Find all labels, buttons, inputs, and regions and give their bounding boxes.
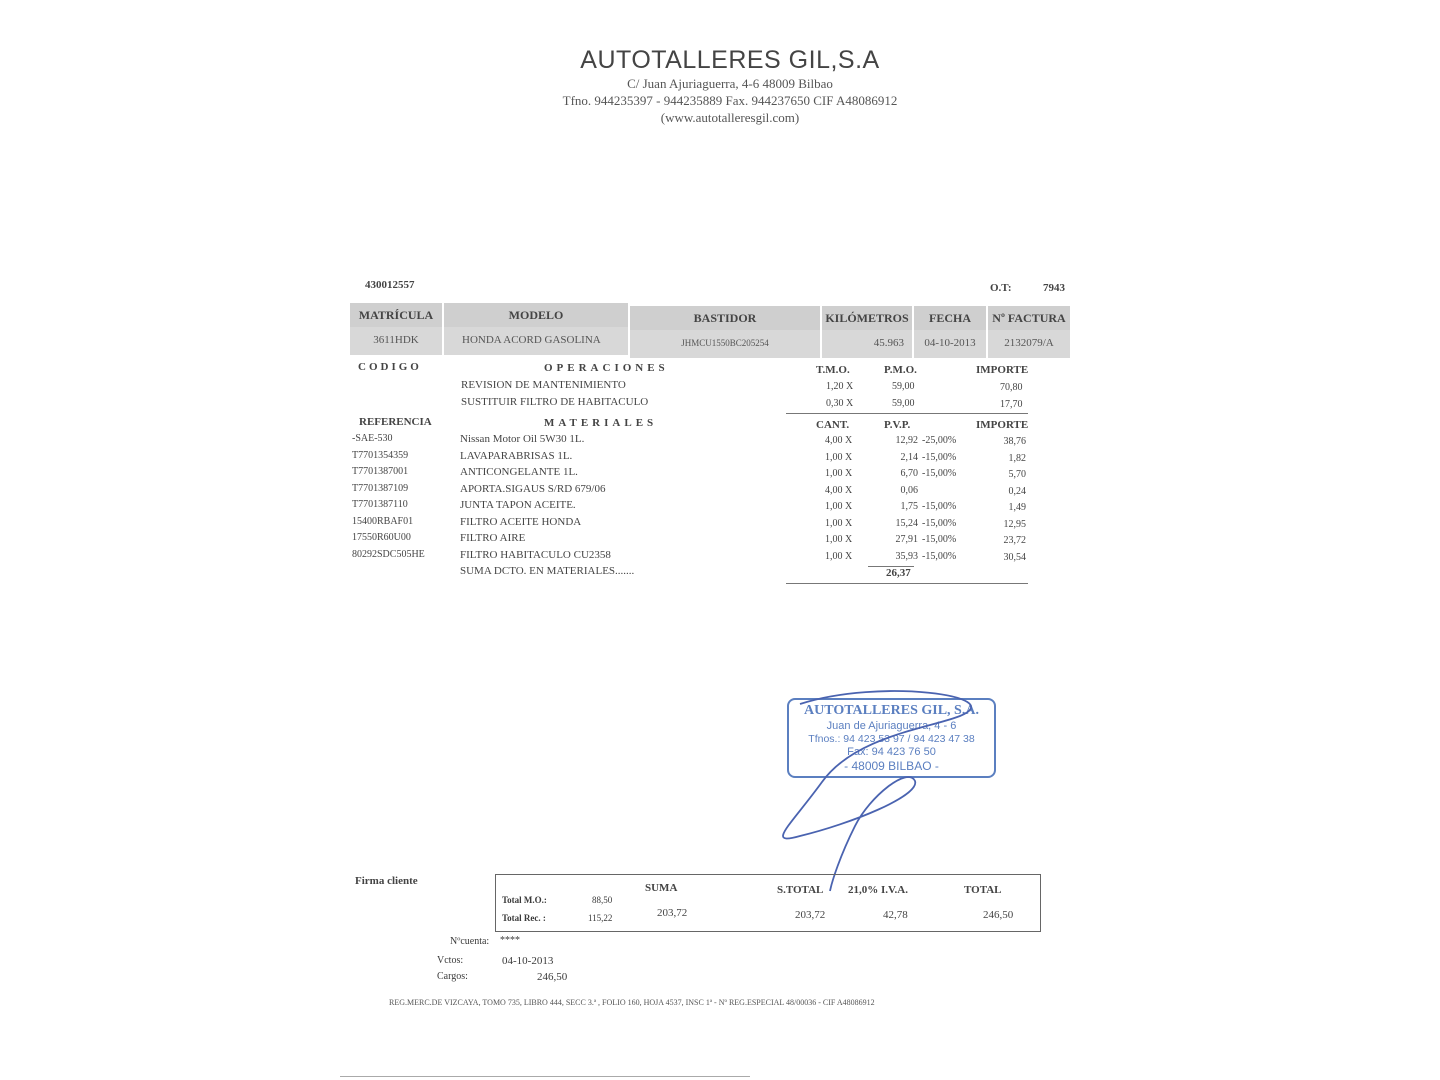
material-reference: T7701387110 (352, 499, 408, 510)
material-importe: 12,95 (1003, 518, 1026, 530)
material-description: ANTICONGELANTE 1L. (460, 466, 578, 478)
material-cant: 4,00 X (825, 484, 853, 496)
bottom-edge-line (340, 1076, 750, 1077)
cuenta-value: **** (500, 935, 520, 946)
pmo-label: P.M.O. (884, 364, 917, 376)
material-reference: 17550R60U00 (352, 532, 411, 543)
operation-tmo: 0,30 X (826, 398, 854, 409)
vctos-label: Vctos: (437, 955, 464, 966)
operation-tmo: 1,20 X (826, 381, 854, 392)
materials-rule (786, 583, 1028, 584)
header-matricula: MATRÍCULA (350, 303, 442, 327)
cuenta-label: Nºcuenta: (450, 936, 490, 947)
rec-value: 115,22 (588, 913, 613, 923)
material-pvp: 0,06 (900, 484, 918, 496)
material-pvp: 6,70 (900, 468, 918, 479)
header-factura: Nº FACTURA (988, 306, 1070, 330)
header-bastidor: BASTIDOR (630, 306, 820, 330)
material-pvp: 1,75 (900, 501, 918, 512)
material-reference: -SAE-530 (352, 433, 393, 444)
materiales-title: MATERIALES (544, 417, 658, 429)
header-fecha: FECHA (914, 306, 986, 330)
op-importe-label: IMPORTE (976, 364, 1029, 376)
operation-pmo: 59,00 (892, 398, 915, 409)
operaciones-title: OPERACIONES (544, 362, 669, 374)
stamp-line-2: Juan de Ajuriaguerra, 4 - 6 (826, 720, 957, 732)
material-description: FILTRO ACEITE HONDA (460, 515, 582, 528)
material-description: JUNTA TAPON ACEITE. (460, 499, 576, 511)
suma-value: 203,72 (657, 907, 688, 919)
material-description: Nissan Motor Oil 5W30 1L. (460, 433, 585, 445)
firma-cliente-label: Firma cliente (355, 875, 418, 887)
material-reference: T7701387001 (352, 466, 409, 477)
suma-label: SUMA (645, 882, 678, 894)
material-cant: 1,00 X (825, 451, 853, 463)
total-value: 246,50 (983, 909, 1014, 921)
company-address: C/ Juan Ajuriaguerra, 4-6 48009 Bilbao (627, 76, 833, 91)
operation-importe: 70,80 (1000, 382, 1023, 393)
discount-underline (868, 566, 914, 567)
stamp-line-4: Fax: 94 423 76 50 (847, 746, 936, 758)
material-description: FILTRO AIRE (460, 532, 526, 544)
value-fecha: 04-10-2013 (914, 330, 986, 358)
material-discount: -15,00% (922, 517, 957, 529)
material-discount: -25,00% (922, 435, 957, 446)
material-importe: 38,76 (1003, 436, 1026, 447)
material-cant: 4,00 X (825, 435, 853, 446)
value-modelo: HONDA ACORD GASOLINA (444, 327, 628, 355)
material-importe: 1,49 (1008, 502, 1026, 513)
operation-description: SUSTITUIR FILTRO DE HABITACULO (461, 396, 649, 408)
material-reference: 15400RBAF01 (352, 515, 414, 527)
mo-label: Total M.O.: (502, 895, 547, 905)
material-importe: 1,82 (1008, 452, 1026, 464)
registry-footer: REG.MERC.DE VIZCAYA, TOMO 735, LIBRO 444, SECC 3.ª , FOLIO 160, HOJA 4537, INSC 1ª - Nº REG.ESPECIAL 48/00036 - CIF A48086912 (389, 998, 875, 1007)
material-cant: 1,00 X (825, 517, 853, 529)
material-pvp: 15,24 (895, 517, 918, 529)
company-web: (www.autotalleresgil.com) (660, 110, 800, 125)
ot-value: 7943 (1043, 282, 1065, 294)
operation-pmo: 59,00 (892, 381, 915, 392)
material-importe: 30,54 (1003, 551, 1026, 563)
material-discount: -15,00% (922, 468, 957, 479)
material-pvp: 27,91 (895, 534, 918, 545)
signature-scribble (760, 686, 1010, 896)
ot-label: O.T: (990, 282, 1012, 294)
material-description: FILTRO HABITACULO CU2358 (460, 548, 611, 561)
material-discount: -15,00% (922, 501, 957, 512)
material-cant: 1,00 X (825, 550, 853, 562)
material-importe: 0,24 (1008, 485, 1026, 497)
material-reference: 80292SDC505HE (352, 548, 425, 560)
material-description: LAVAPARABRISAS 1L. (460, 449, 573, 462)
iva-value: 42,78 (883, 909, 908, 921)
material-discount: -15,00% (922, 451, 957, 463)
vctos-value: 04-10-2013 (502, 955, 554, 967)
pvp-label: P.V.P. (884, 419, 911, 431)
value-factura: 2132079/A (988, 330, 1070, 358)
totals-box (495, 874, 1041, 932)
operation-description: REVISION DE MANTENIMIENTO (461, 379, 626, 391)
material-pvp: 2,14 (900, 451, 918, 463)
operation-importe: 17,70 (1000, 399, 1023, 410)
material-discount: -15,00% (922, 550, 957, 562)
material-pvp: 35,93 (895, 550, 918, 562)
material-importe: 23,72 (1003, 535, 1026, 546)
header-modelo: MODELO (444, 303, 628, 327)
value-matricula: 3611HDK (350, 327, 442, 355)
operations-rule (786, 413, 1028, 414)
stotal-value: 203,72 (795, 909, 826, 921)
value-kilometros: 45.963 (822, 330, 912, 358)
material-importe: 5,70 (1008, 469, 1026, 480)
rec-label: Total Rec. : (502, 913, 546, 923)
cargos-value: 246,50 (537, 971, 568, 983)
iva-label: 21,0% I.V.A. (848, 884, 909, 896)
tmo-label: T.M.O. (816, 364, 850, 376)
material-reference: T7701387109 (352, 482, 409, 494)
company-name: AUTOTALLERES GIL,S.A (580, 46, 880, 74)
cant-label: CANT. (816, 419, 850, 431)
material-cant: 1,00 X (825, 468, 853, 479)
stamp-line-1: AUTOTALLERES GIL, S.A. (804, 703, 979, 718)
material-pvp: 12,92 (895, 435, 918, 446)
material-cant: 1,00 X (825, 534, 853, 545)
stamp-line-3: Tfnos.: 94 423 53 97 / 94 423 47 38 (808, 733, 975, 745)
discount-value: 26,37 (886, 567, 911, 579)
company-phones: Tfno. 944235397 - 944235889 Fax. 944237650 CIF A48086912 (562, 93, 898, 108)
referencia-label: REFERENCIA (359, 416, 432, 428)
discount-label: SUMA DCTO. EN MATERIALES....... (460, 565, 635, 577)
mo-value: 88,50 (592, 895, 613, 905)
stotal-label: S.TOTAL (777, 884, 824, 896)
cargos-label: Cargos: (437, 971, 468, 982)
client-number: 430012557 (365, 279, 415, 291)
stamp-line-5: - 48009 BILBAO - (844, 759, 939, 773)
mat-importe-label: IMPORTE (976, 419, 1029, 431)
material-description: APORTA.SIGAUS S/RD 679/06 (460, 482, 606, 495)
value-bastidor: JHMCU1550BC205254 (630, 330, 820, 358)
material-cant: 1,00 X (825, 501, 853, 512)
material-reference: T7701354359 (352, 449, 409, 461)
material-discount: -15,00% (922, 534, 957, 545)
codigo-label: CODIGO (358, 361, 422, 373)
total-label: TOTAL (964, 884, 1002, 896)
header-kilometros: KILÓMETROS (822, 306, 912, 330)
